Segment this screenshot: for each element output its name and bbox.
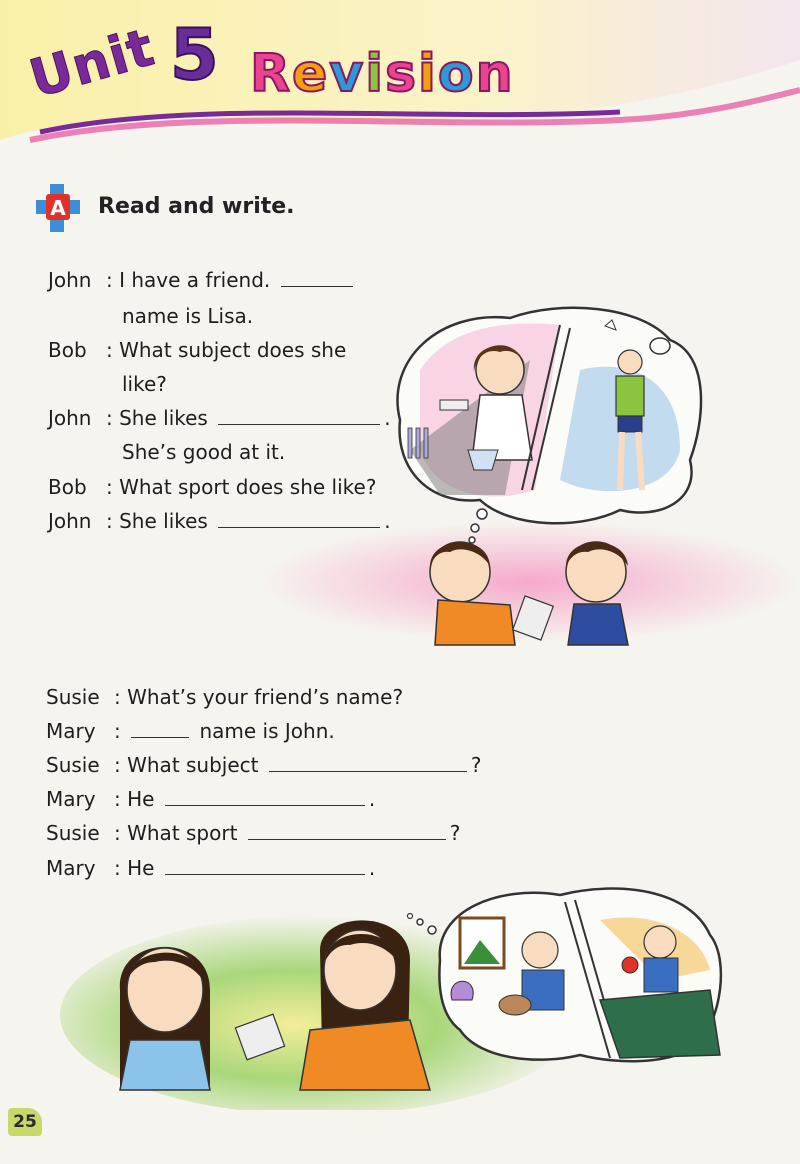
revision-letter: s bbox=[385, 44, 419, 104]
line-text: What sport does she like? bbox=[119, 475, 377, 499]
illustration-boys-thinking bbox=[260, 300, 800, 650]
unit-number: 5 bbox=[170, 14, 219, 96]
punctuation: . bbox=[368, 787, 376, 811]
separator: : bbox=[114, 787, 121, 811]
separator: : bbox=[106, 475, 113, 499]
separator: : bbox=[106, 338, 113, 362]
separator: : bbox=[114, 856, 121, 880]
line-text: like? bbox=[122, 372, 167, 396]
separator: : bbox=[106, 268, 113, 292]
separator: : bbox=[114, 719, 121, 743]
punctuation: ? bbox=[470, 753, 482, 777]
dialogue-line bbox=[48, 268, 357, 292]
revision-letter: n bbox=[475, 44, 515, 104]
speaker: Mary bbox=[46, 856, 96, 880]
section-a-letter: A bbox=[50, 196, 66, 220]
line-text: I have a friend. bbox=[119, 268, 271, 292]
section-a-badge bbox=[36, 184, 80, 232]
dialogue-line bbox=[46, 787, 375, 811]
revision-title bbox=[250, 44, 515, 104]
line-text: He bbox=[127, 856, 155, 880]
revision-letter: v bbox=[329, 44, 366, 104]
line-text: What subject does she bbox=[119, 338, 347, 362]
dialogue-line bbox=[46, 856, 375, 880]
speaker: Susie bbox=[46, 821, 100, 845]
separator: : bbox=[106, 406, 113, 430]
separator: : bbox=[114, 685, 121, 709]
line-text: She likes bbox=[119, 509, 208, 533]
separator: : bbox=[114, 753, 121, 777]
speaker: John bbox=[48, 406, 92, 430]
dialogue-line bbox=[46, 753, 482, 777]
punctuation: . bbox=[384, 406, 391, 430]
page-number: 25 bbox=[8, 1108, 42, 1136]
line-text: What sport bbox=[127, 821, 238, 845]
answer-blank[interactable] bbox=[165, 874, 365, 875]
dialogue-line bbox=[46, 719, 335, 743]
dialogue-line bbox=[122, 304, 253, 328]
answer-blank[interactable] bbox=[248, 839, 446, 840]
revision-letter: i bbox=[365, 44, 386, 104]
unit-word: Unit bbox=[23, 17, 162, 110]
speaker: John bbox=[48, 268, 92, 292]
punctuation: . bbox=[384, 509, 391, 533]
separator: : bbox=[106, 509, 113, 533]
separator: : bbox=[114, 821, 121, 845]
line-text: What subject bbox=[127, 753, 259, 777]
line-text: He bbox=[127, 787, 155, 811]
line-text: name is John. bbox=[199, 719, 335, 743]
dialogue-line bbox=[46, 821, 460, 845]
line-text: What’s your friend’s name? bbox=[127, 685, 404, 709]
line-text: She likes bbox=[119, 406, 208, 430]
dialogue-line bbox=[122, 372, 167, 396]
answer-blank[interactable] bbox=[165, 805, 365, 806]
punctuation: ? bbox=[449, 821, 461, 845]
section-instruction: Read and write. bbox=[98, 194, 295, 219]
speaker: Susie bbox=[46, 753, 100, 777]
line-text: name is Lisa. bbox=[122, 304, 254, 328]
revision-letter: R bbox=[250, 44, 293, 104]
revision-letter: e bbox=[292, 44, 330, 104]
illustration-girls-thinking bbox=[60, 880, 750, 1110]
speaker: Mary bbox=[46, 787, 96, 811]
speaker: Mary bbox=[46, 719, 96, 743]
speaker: Bob bbox=[48, 338, 87, 362]
line-text: She’s good at it. bbox=[122, 440, 286, 464]
dialogue-line bbox=[46, 685, 403, 709]
speaker: Susie bbox=[46, 685, 100, 709]
punctuation: . bbox=[368, 856, 376, 880]
answer-blank[interactable] bbox=[131, 737, 189, 738]
revision-letter: i bbox=[418, 44, 438, 104]
answer-blank[interactable] bbox=[269, 771, 467, 772]
revision-letter: o bbox=[437, 44, 476, 104]
answer-blank[interactable] bbox=[281, 286, 353, 287]
speaker: Bob bbox=[48, 475, 87, 499]
speaker: John bbox=[48, 509, 92, 533]
